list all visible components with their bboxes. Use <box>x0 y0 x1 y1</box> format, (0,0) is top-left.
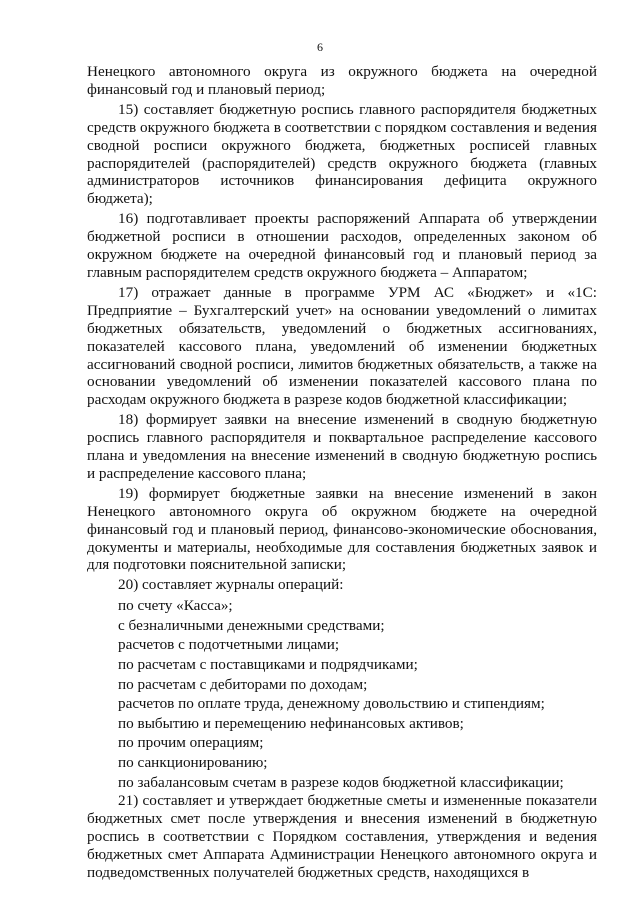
list-item: расчетов по оплате труда, денежному довольствию и стипендиям; <box>118 695 545 713</box>
paragraph-item-20: 20) составляет журналы операций: <box>118 576 344 594</box>
paragraph-item-16: 16) подготавливает проекты распоряжений Аппарата об утверждении бюджетной росписи в отношении расходов, определенных законом об окружном бюджете на очередной финансовый год и плановый период за главным распорядителем средств окружного бюджета – Аппаратом; <box>87 210 597 281</box>
list-item: расчетов с подотчетными лицами; <box>118 636 340 654</box>
page-number: 6 <box>317 40 323 54</box>
paragraph-item-21: 21) составляет и утверждает бюджетные сметы и измененные показатели бюджетных смет после утверждения и внесения изменений в бюджетную роспись в соответствии с Порядком составления, утверждения и ведения бюджетных смет Аппарата Администрации Ненецкого автономного округа и подведомственных получателей бюджетных средств, находящихся в <box>87 792 597 881</box>
journal-list <box>87 596 597 792</box>
list-item: по расчетам с поставщиками и подрядчиками; <box>118 656 418 674</box>
list-item: по санкционированию; <box>118 754 268 772</box>
document-body <box>87 63 597 884</box>
list-item: по расчетам с дебиторами по доходам; <box>118 675 368 693</box>
list-item: с безналичными денежными средствами; <box>118 616 385 634</box>
paragraph-item-19: 19) формирует бюджетные заявки на внесение изменений в закон Ненецкого автономного округа об окружном бюджете на очередной финансовый год и плановый период, финансово-экономические обоснования, документы и материалы, необходимые для составления бюджетных заявок и для подготовки пояснительной записки; <box>87 484 597 574</box>
paragraph: Ненецкого автономного округа из окружного бюджета на очередной финансовый год и плановый период; <box>87 63 597 98</box>
list-item: по забалансовым счетам в разрезе кодов бюджетной классификации; <box>118 773 564 791</box>
list-item: по выбытию и перемещению нефинансовых активов; <box>118 714 464 732</box>
list-item: по прочим операциям; <box>118 734 264 752</box>
paragraph-item-18: 18) формирует заявки на внесение изменений в сводную бюджетную роспись главного распорядителя и поквартальное распределение кассового плана и уведомления на внесение изменений в сводную бюджетную роспись и распределение кассового плана; <box>87 411 597 482</box>
paragraph-item-17: 17) отражает данные в программе УРМ АС «Бюджет» и «1С: Предприятие – Бухгалтерский учет» на основании уведомлений о лимитах бюджетных обязательств, уведомлений о бюджетных ассигнованиях, показателей кассового плана, уведомлений об изменении бюджетных ассигнований сводной росписи, лимитов бюджетных обязательств, а также на основании уведомлений об изменении показателей кассового плана по расходам окружного бюджета в разрезе кодов бюджетной классификации; <box>87 283 597 409</box>
paragraph-item-15: 15) составляет бюджетную роспись главного распорядителя бюджетных средств окружного бюджета в соответствии с порядком составления и ведения сводной росписи окружного бюджета, бюджетных росписей главных распорядителей (распорядителей) средств окружного бюджета (главных администраторов источников финансирования дефицита окружного бюджета); <box>87 100 597 208</box>
list-item: по счету «Касса»; <box>118 597 233 615</box>
